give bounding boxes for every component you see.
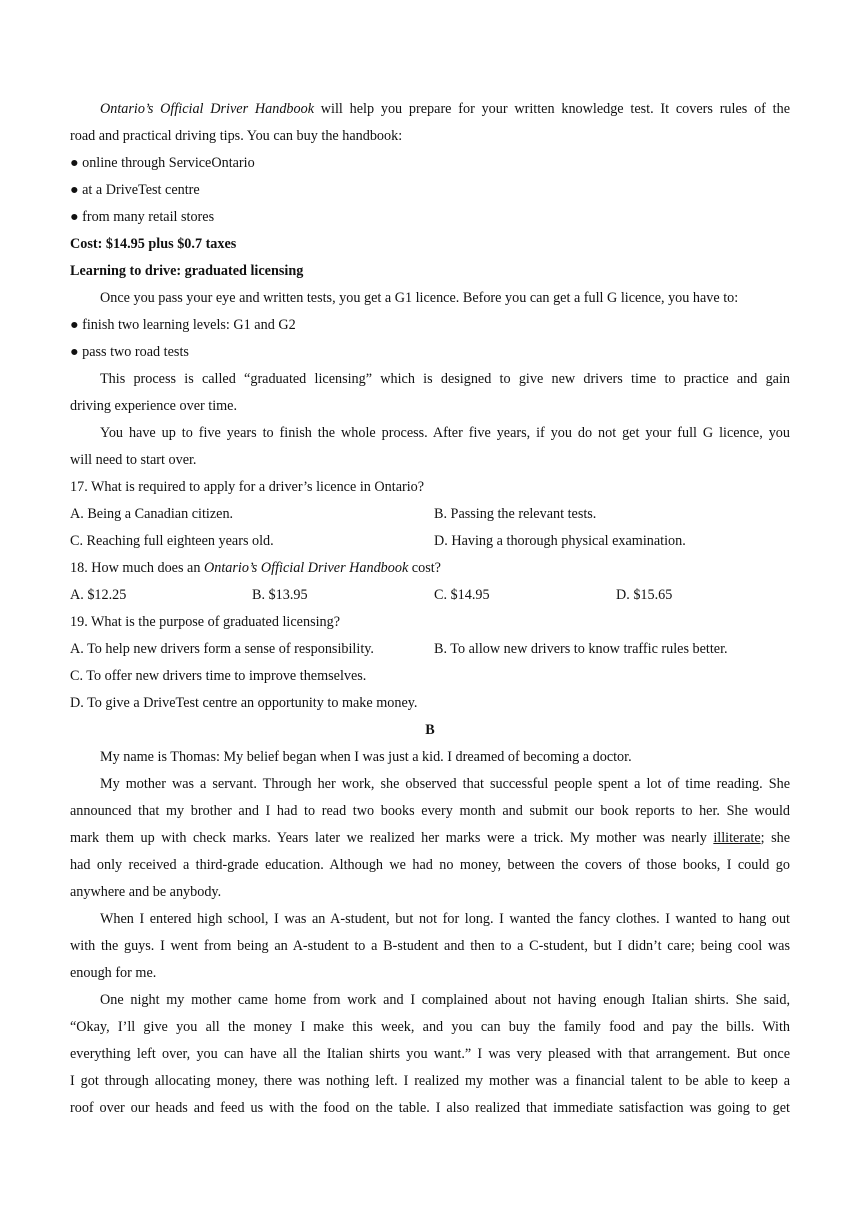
option-a: A. Being a Canadian citizen. bbox=[70, 506, 234, 522]
passage-b-paragraph: anywhere and be anybody. bbox=[70, 884, 222, 900]
graduated-paragraph: You have up to five years to finish the whole process. After five years, if you do not get your full G licence, you bbox=[100, 425, 790, 441]
question-18-stem-pre: 18. How much does an bbox=[70, 560, 204, 576]
option-b: B. To allow new drivers to know traffic rules better. bbox=[434, 641, 728, 657]
graduated-paragraph: will need to start over. bbox=[70, 452, 197, 468]
graduated-paragraph: This process is called “graduated licensing” which is designed to give new drivers time to practice and gain bbox=[100, 371, 790, 387]
question-19-stem: 19. What is the purpose of graduated licensing? bbox=[70, 614, 341, 630]
passage-b-paragraph: enough for me. bbox=[70, 965, 157, 981]
passage-b-paragraph: My name is Thomas: My belief began when I was just a kid. I dreamed of becoming a doctor. bbox=[100, 749, 632, 765]
graduated-bullet: ● pass two road tests bbox=[70, 344, 189, 360]
option-d: D. Having a thorough physical examination. bbox=[434, 533, 686, 549]
cost-line: Cost: $14.95 plus $0.7 taxes bbox=[70, 236, 237, 252]
passage-b-paragraph: “Okay, I’ll give you all the money I make this week, and you can buy the family food and pay the bills. With bbox=[70, 1019, 790, 1035]
option-c: C. To offer new drivers time to improve themselves. bbox=[70, 668, 367, 684]
question-19-options-row1 bbox=[70, 636, 790, 663]
buy-option: ● at a DriveTest centre bbox=[70, 182, 200, 198]
passage-b-paragraph: When I entered high school, I was an A-student, but not for long. I wanted the fancy clothes. I wanted to hang out bbox=[100, 911, 790, 927]
buy-option: ● from many retail stores bbox=[70, 209, 215, 225]
handbook-title: Ontario’s Official Driver Handbook bbox=[100, 101, 314, 117]
passage-b-paragraph: One night my mother came home from work and I complained about not having enough Italian shirts. She said, bbox=[100, 992, 790, 1008]
option-d: D. $15.65 bbox=[616, 587, 673, 603]
passage-text: ; she bbox=[760, 830, 790, 846]
passage-b-paragraph bbox=[70, 825, 790, 852]
question-18-stem bbox=[70, 555, 790, 582]
buy-option: ● online through ServiceOntario bbox=[70, 155, 255, 171]
passage-b-paragraph: everything left over, you can have all the Italian shirts you want.” I was very pleased with that arrangement. But once bbox=[70, 1046, 790, 1062]
passage-b-paragraph: had only received a third-grade education. Although we had no money, between the covers of those books, I could go bbox=[70, 857, 790, 873]
option-b: B. Passing the relevant tests. bbox=[434, 506, 597, 522]
graduated-paragraph: Once you pass your eye and written tests, you get a G1 licence. Before you can get a full G licence, you have to: bbox=[100, 290, 739, 306]
passage-b-paragraph: roof over our heads and feed us with the food on the table. I also realized that immediate satisfaction was going to get bbox=[70, 1100, 790, 1116]
graduated-heading: Learning to drive: graduated licensing bbox=[70, 263, 304, 279]
option-c: C. $14.95 bbox=[434, 587, 490, 603]
option-a: A. To help new drivers form a sense of responsibility. bbox=[70, 641, 374, 657]
passage-b-paragraph: My mother was a servant. Through her work, she observed that successful people spent a lot of time reading. She bbox=[100, 776, 790, 792]
option-c: C. Reaching full eighteen years old. bbox=[70, 533, 274, 549]
question-18-handbook-title: Ontario’s Official Driver Handbook bbox=[203, 560, 409, 576]
passage-b-paragraph: I got through allocating money, there was nothing left. I realized my mother was a financial talent to be able to keep a bbox=[70, 1073, 790, 1089]
question-17-stem: 17. What is required to apply for a driver’s licence in Ontario? bbox=[70, 479, 425, 495]
graduated-bullet: ● finish two learning levels: G1 and G2 bbox=[70, 317, 296, 333]
section-b-label: B bbox=[425, 722, 435, 738]
passage-b-paragraph: announced that my brother and I had to read two books every month and submit our book reports to her. She would bbox=[70, 803, 790, 819]
underlined-word: illiterate bbox=[713, 830, 761, 846]
question-18-options bbox=[70, 582, 790, 609]
option-b: B. $13.95 bbox=[252, 587, 308, 603]
question-17-options-row2 bbox=[70, 528, 790, 555]
document-page bbox=[70, 96, 790, 1122]
question-18-stem-post: cost? bbox=[408, 560, 441, 576]
passage-text: mark them up with check marks. Years later we realized her marks were a trick. My mother was nearly bbox=[70, 830, 714, 846]
question-17-options-row1 bbox=[70, 501, 790, 528]
passage-b-paragraph: with the guys. I went from being an A-student to a B-student and then to a C-student, but I didn’t care; being cool was bbox=[70, 938, 790, 954]
option-d: D. To give a DriveTest centre an opportunity to make money. bbox=[70, 695, 418, 711]
graduated-paragraph: driving experience over time. bbox=[70, 398, 238, 414]
handbook-intro-line2: road and practical driving tips. You can buy the handbook: bbox=[70, 128, 403, 144]
handbook-intro-line1 bbox=[70, 96, 790, 123]
option-a: A. $12.25 bbox=[70, 587, 127, 603]
handbook-intro-text: will help you prepare for your written knowledge test. It covers rules of the bbox=[314, 101, 790, 117]
